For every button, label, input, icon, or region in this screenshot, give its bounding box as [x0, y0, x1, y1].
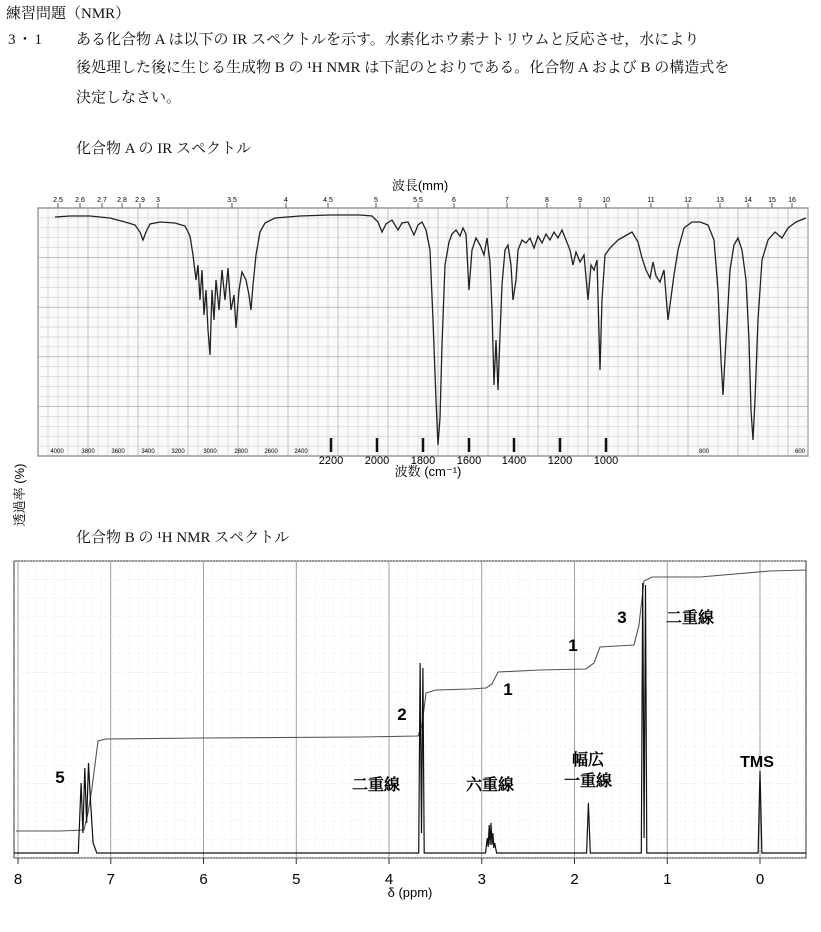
nmr-x-tick-label: 8	[13, 871, 23, 888]
ir-wl-tick-label: 7	[505, 197, 509, 204]
nmr-chart	[0, 555, 821, 907]
ir-wl-tick-label: 2.7	[97, 197, 107, 204]
nmr-multiplicity-label: 幅広	[571, 752, 605, 769]
ir-small-tick-label: 3800	[81, 449, 95, 455]
ir-small-tick-label: 2400	[294, 449, 308, 455]
ir-wl-tick-label: 5.5	[413, 197, 423, 204]
nmr-integral-label: 3	[617, 608, 627, 627]
ir-wl-tick-label: 14	[744, 197, 752, 204]
nmr-multiplicity-label: 六重線	[465, 777, 515, 794]
nmr-integral-label: 2	[397, 705, 407, 724]
ir-small-tick-label: 2600	[264, 449, 278, 455]
ir-wl-tick-label: 2.6	[75, 197, 85, 204]
nmr-integral-label: 1	[503, 680, 513, 699]
ir-wl-tick-label: 12	[684, 197, 692, 204]
ir-wl-tick-label: 13	[716, 197, 724, 204]
nmr-x-tick-label: 4	[384, 871, 394, 888]
nmr-x-axis-label: δ (ppm)	[387, 885, 433, 900]
nmr-x-tick-label: 2	[570, 871, 579, 888]
ir-wl-tick-label: 10	[602, 197, 610, 204]
ir-major-tick-label: 2200	[318, 455, 344, 467]
nmr-x-tick-label: 1	[663, 871, 672, 888]
page-header: 練習問題（NMR）	[6, 6, 131, 22]
ir-wl-tick-label: 3	[156, 197, 160, 204]
ir-small-tick-label: 3200	[171, 449, 185, 455]
ir-top-axis-label: 波長(mm)	[391, 178, 449, 193]
ir-wl-tick-label: 4.5	[323, 197, 333, 204]
nmr-x-tick-label: 6	[199, 871, 208, 888]
ir-small-tick-label: 800	[698, 449, 710, 455]
ir-wl-tick-label: 8	[545, 197, 549, 204]
ir-small-tick-label: 4000	[50, 449, 64, 455]
nmr-multiplicity-label: TMS	[740, 754, 774, 771]
ir-wl-tick-label: 15	[768, 197, 776, 204]
nmr-caption: 化合物 B の ¹H NMR スペクトル	[76, 530, 290, 546]
ir-major-tick-label: 1400	[501, 455, 527, 467]
ir-small-tick-label: 3600	[111, 449, 125, 455]
nmr-multiplicity-label: 二重線	[665, 610, 715, 627]
nmr-multiplicity-label: 二重線	[351, 777, 401, 794]
ir-x-axis-label: 波数 (cm⁻¹)	[394, 464, 462, 479]
ir-wavelength-ticks	[53, 197, 796, 208]
ir-wl-tick-label: 16	[788, 197, 796, 204]
question-line-2: 後処理した後に生じる生成物 B の ¹H NMR は下記のとおりである。化合物 A および B の構造式を	[76, 60, 730, 76]
nmr-integral-label: 1	[568, 636, 578, 655]
nmr-integral-label: 5	[55, 768, 65, 787]
ir-wl-tick-label: 2.9	[135, 197, 145, 204]
ir-major-tick-label: 1200	[547, 455, 573, 467]
nmr-x-tick-label: 0	[755, 871, 765, 888]
ir-major-tick-label: 1000	[593, 455, 619, 467]
ir-wl-tick-label: 2.8	[117, 197, 127, 204]
ir-small-tick-label: 2800	[234, 449, 248, 455]
question-line-3: 決定しなさい。	[76, 90, 182, 106]
ir-wl-tick-label: 2.5	[53, 197, 63, 204]
ir-major-tick-label: 2000	[364, 455, 390, 467]
ir-major-tick-label: 1600	[456, 455, 482, 467]
ir-small-tick-label: 600	[794, 449, 806, 455]
ir-wl-tick-label: 4	[284, 197, 288, 204]
ir-wl-tick-label: 11	[647, 197, 655, 204]
ir-small-tick-label: 3000	[203, 449, 217, 455]
ir-small-tick-label: 3400	[141, 449, 155, 455]
ir-caption: 化合物 A の IR スペクトル	[76, 141, 252, 157]
ir-wl-tick-label: 6	[452, 197, 456, 204]
question-number: 3・1	[8, 32, 45, 48]
ir-y-axis-label: 透過率 (%)	[12, 463, 27, 527]
ir-plot-frame	[38, 208, 808, 456]
nmr-x-tick-label: 7	[106, 871, 115, 888]
ir-chart	[0, 170, 821, 527]
ir-major-tick-label: 1800	[410, 455, 436, 467]
question-line-1: ある化合物 A は以下の IR スペクトルを示す。水素化ホウ素ナトリウムと反応させ，水により	[76, 32, 700, 48]
nmr-x-tick-label: 3	[477, 871, 486, 888]
ir-wl-tick-label: 5	[374, 197, 378, 204]
ir-wl-tick-label: 3.5	[227, 197, 237, 204]
nmr-x-ticks	[14, 858, 764, 888]
ir-wl-tick-label: 9	[578, 197, 582, 204]
nmr-x-tick-label: 5	[292, 871, 301, 888]
nmr-multiplicity-label: 一重線	[563, 773, 613, 790]
